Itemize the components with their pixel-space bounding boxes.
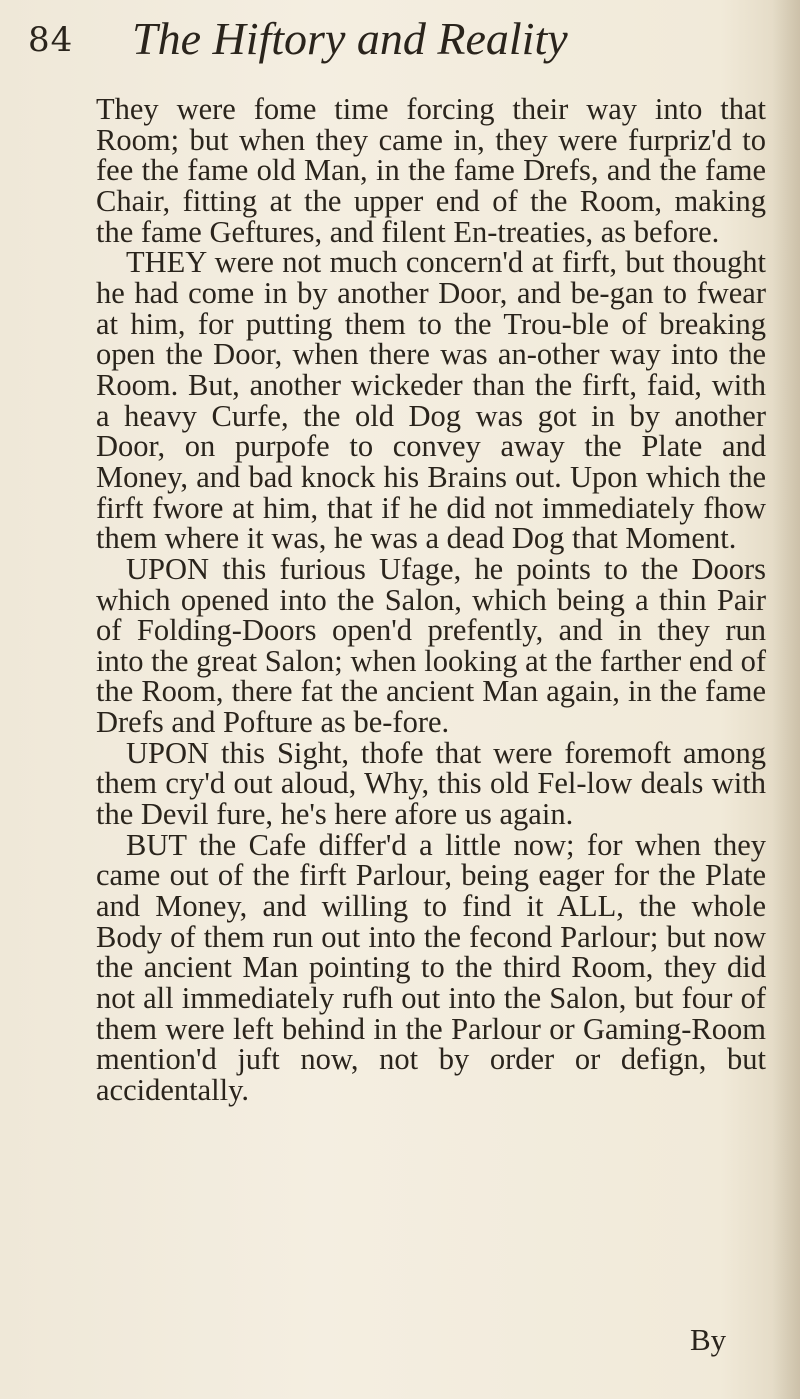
paragraph-1: They were fome time forcing their way into that Room; but when they came in, they were furpriz'd to fee the fame old Man, in the fame Drefs, and the fame Chair, fitting at the upper end of the Room, making the fame Geftures, and filent En-treaties, as before. xyxy=(96,92,766,249)
running-head: The Hiftory and Reality xyxy=(132,13,568,64)
paragraph-3: UPON this furious Ufage, he points to the Doors which opened into the Salon, which being a thin Pair of Folding-Doors open'd prefently, and in they run into the great Salon; when looking at the farther end of the Room, there fat the ancient Man again, in the fame Drefs and Pofture as be-fore. xyxy=(96,551,766,740)
catchword: By xyxy=(690,1322,727,1357)
page-number: 84 xyxy=(28,20,74,60)
paragraph-2: THEY were not much concern'd at firft, but thought he had come in by another Door, and be-gan to fwear at him, for putting them to the Trou-ble of breaking open the Door, when there was an-other way into the Room. But, another wickeder than the firft, faid, with a heavy Curfe, the old Dog was got in by another Door, on purpofe to convey away the Plate and Money, and bad knock his Brains out. Upon which the firft fwore at him, that if he did not immediately fhow them where it was, he was a dead Dog that Moment. xyxy=(96,245,766,556)
paragraph-5: BUT the Cafe differ'd a little now; for when they came out of the firft Parlour, being eager for the Plate and Money, and willing to find it ALL, the whole Body of them run out into the fecond Parlour; but now the ancient Man pointing to the third Room, they did not all immediately rufh out into the Salon, but four of them were left behind in the Parlour or Gaming-Room mention'd juft now, not by order or defign, but accidentally. xyxy=(96,827,766,1107)
page-edge-shadow xyxy=(772,0,800,1399)
paragraph-4: UPON this Sight, thofe that were foremoft among them cry'd out aloud, Why, this old Fel-low deals with the Devil fure, he's here afore us again. xyxy=(96,735,766,832)
body-text xyxy=(96,94,766,1106)
